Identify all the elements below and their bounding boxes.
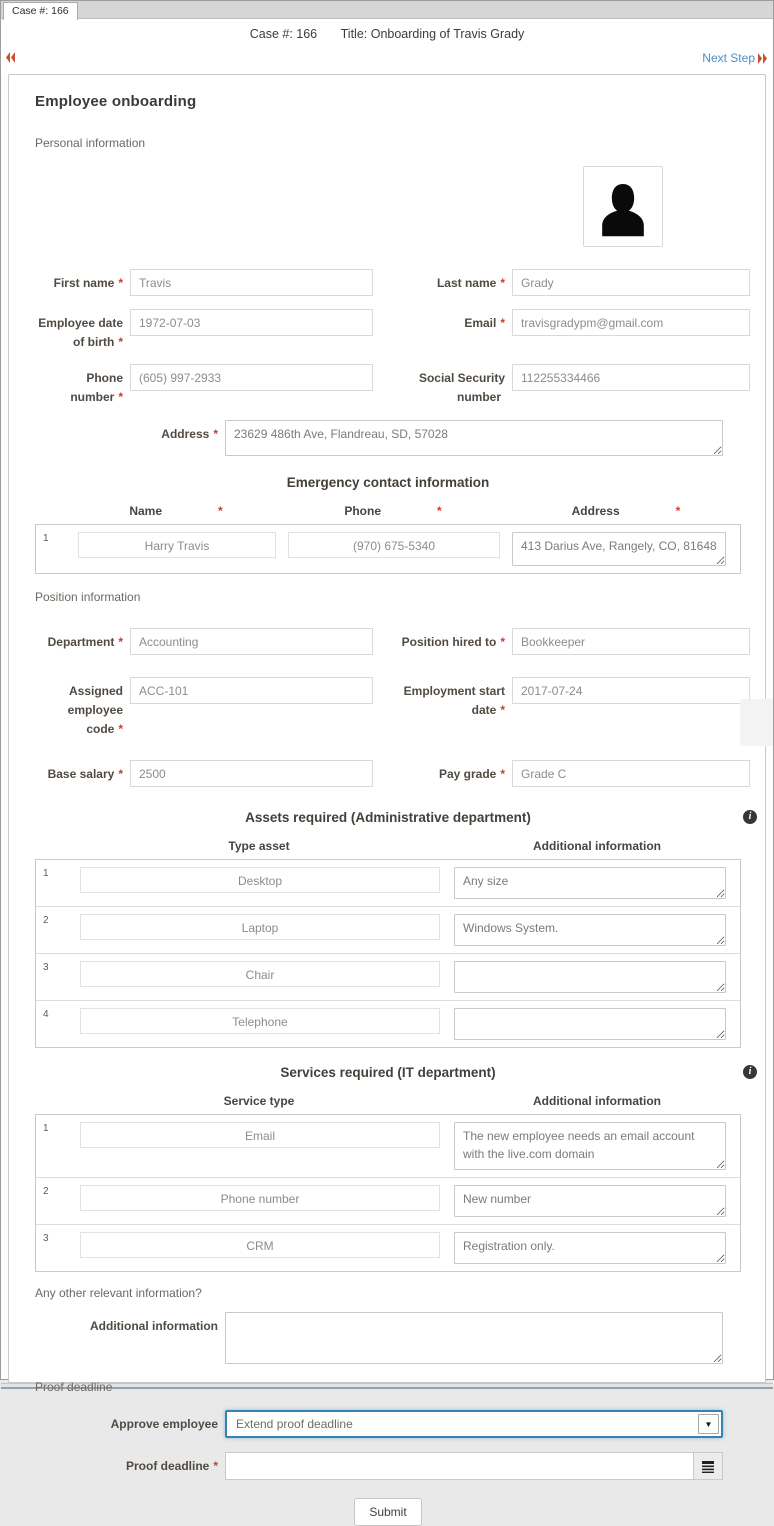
row-index: 2 xyxy=(43,1186,49,1198)
asset-row xyxy=(36,860,740,906)
service-info-textarea[interactable] xyxy=(454,1122,726,1170)
other-information-label: Any other relevant information? xyxy=(35,1286,202,1301)
next-step-label[interactable]: Next Step xyxy=(702,51,755,65)
ssn-input[interactable]: 112255334466 xyxy=(512,364,750,391)
assets-table xyxy=(35,859,741,1048)
emergency-phone-input[interactable]: (970) 675-5340 xyxy=(288,532,500,558)
assets-heading: Assets required (Administrative department) i xyxy=(35,809,741,827)
asset-row xyxy=(36,906,740,953)
date-of-birth-label: Employee date of birth * xyxy=(38,316,123,349)
services-table xyxy=(35,1114,741,1272)
personal-row-3 xyxy=(35,364,741,406)
last-name-label: Last name * xyxy=(436,276,505,290)
approve-employee-label: Approve employee xyxy=(110,1417,218,1432)
asset-type-input[interactable]: Desktop xyxy=(80,867,440,893)
service-row xyxy=(36,1177,740,1224)
position-hired-input[interactable]: Bookkeeper xyxy=(512,628,750,655)
address-textarea[interactable] xyxy=(225,420,723,456)
row-index: 4 xyxy=(43,1009,49,1021)
emergency-phone-header: Phone * xyxy=(344,504,442,519)
emergency-table xyxy=(35,524,741,574)
department-input[interactable]: Accounting xyxy=(130,628,373,655)
pay-grade-label: Pay grade * xyxy=(438,767,505,782)
page-header xyxy=(1,19,773,74)
services-table-header xyxy=(35,1094,741,1108)
proof-deadline-input[interactable] xyxy=(225,1452,693,1480)
assets-table-header xyxy=(35,839,741,853)
employee-onboarding-form xyxy=(8,74,766,1520)
row-index: 3 xyxy=(43,962,49,974)
asset-info-textarea[interactable] xyxy=(454,961,726,993)
calendar-icon[interactable] xyxy=(693,1452,723,1480)
personal-row-1 xyxy=(35,269,741,296)
date-of-birth-input[interactable]: 1972-07-03 xyxy=(130,309,373,336)
approve-employee-select[interactable] xyxy=(225,1410,723,1438)
position-hired-label: Position hired to * xyxy=(401,635,505,650)
additional-information-label: Additional information xyxy=(90,1319,218,1334)
row-index: 1 xyxy=(43,533,49,545)
service-info-textarea[interactable] xyxy=(454,1232,726,1264)
email-label: Email * xyxy=(464,316,505,330)
last-name-input[interactable]: Grady xyxy=(512,269,750,296)
proof-deadline-label: Proof deadline * xyxy=(125,1459,218,1474)
proof-deadline-row xyxy=(35,1452,741,1480)
type-asset-header: Type asset xyxy=(228,839,290,854)
submit-button[interactable]: Submit xyxy=(354,1498,421,1526)
services-heading: Services required (IT department) i xyxy=(35,1064,741,1082)
case-title-row xyxy=(1,19,773,41)
services-info-header: Additional information xyxy=(533,1094,661,1109)
proof-deadline-section-label: Proof deadline xyxy=(35,1380,113,1395)
position-row-3 xyxy=(35,760,741,787)
base-salary-input[interactable]: 2500 xyxy=(130,760,373,787)
row-index: 1 xyxy=(43,868,49,880)
emergency-table-header xyxy=(35,504,741,518)
address-row xyxy=(35,420,741,456)
approve-employee-row xyxy=(35,1410,741,1438)
emergency-contact-heading: Emergency contact information xyxy=(286,475,490,491)
asset-type-input[interactable]: Laptop xyxy=(80,914,440,940)
overlay-artifact xyxy=(740,699,773,746)
prev-step-icon[interactable] xyxy=(6,52,15,63)
emergency-name-input[interactable]: Harry Travis xyxy=(78,532,276,558)
first-name-label: First name * xyxy=(53,276,123,290)
start-date-label: Employment start date * xyxy=(403,684,505,717)
asset-row xyxy=(36,953,740,1000)
phone-number-input[interactable]: (605) 997-2933 xyxy=(130,364,373,391)
info-icon[interactable]: i xyxy=(743,810,757,824)
form-title: Employee onboarding xyxy=(35,93,197,110)
service-info-textarea[interactable] xyxy=(454,1185,726,1217)
service-type-input[interactable]: CRM xyxy=(80,1232,440,1258)
employee-code-label: Assigned employee code * xyxy=(67,684,123,736)
additional-information-row xyxy=(35,1312,741,1364)
asset-info-textarea[interactable] xyxy=(454,867,726,899)
service-type-input[interactable]: Email xyxy=(80,1122,440,1148)
base-salary-label: Base salary * xyxy=(47,767,123,782)
start-date-input[interactable]: 2017-07-24 xyxy=(512,677,750,704)
chevron-down-icon[interactable]: ▼ xyxy=(698,1414,719,1434)
asset-info-textarea[interactable] xyxy=(454,1008,726,1040)
additional-information-textarea[interactable] xyxy=(225,1312,723,1364)
asset-type-input[interactable]: Telephone xyxy=(80,1008,440,1034)
department-label: Department * xyxy=(47,635,123,650)
first-name-input[interactable]: Travis xyxy=(130,269,373,296)
case-title-label: Title: Onboarding of Travis Grady xyxy=(340,27,525,41)
ssn-label: Social Security number xyxy=(418,371,505,404)
avatar xyxy=(583,166,663,247)
employee-code-input[interactable]: ACC-101 xyxy=(130,677,373,704)
asset-info-textarea[interactable] xyxy=(454,914,726,946)
personal-row-2 xyxy=(35,309,741,351)
asset-row xyxy=(36,1000,740,1047)
approve-employee-value: Extend proof deadline xyxy=(236,1417,353,1432)
emergency-address-header: Address * xyxy=(571,504,681,519)
emergency-name-header: Name * xyxy=(129,504,223,519)
row-index: 3 xyxy=(43,1233,49,1245)
emergency-address-textarea[interactable] xyxy=(512,532,726,566)
submit-row xyxy=(35,1498,741,1526)
case-tab[interactable]: Case #: 166 xyxy=(3,2,78,20)
personal-information-label: Personal information xyxy=(35,136,146,150)
service-type-header: Service type xyxy=(223,1094,295,1109)
step-nav xyxy=(1,48,773,74)
service-type-input[interactable]: Phone number xyxy=(80,1185,440,1211)
assets-info-header: Additional information xyxy=(533,839,661,854)
phone-number-label: Phone number * xyxy=(70,371,123,404)
position-information-label: Position information xyxy=(35,590,141,605)
emergency-row xyxy=(36,525,740,573)
service-row xyxy=(36,1224,740,1271)
user-avatar-icon xyxy=(592,180,654,246)
next-step-icon xyxy=(758,53,767,64)
next-step-link[interactable] xyxy=(702,51,767,65)
position-row-1 xyxy=(35,628,741,655)
service-row xyxy=(36,1115,740,1177)
info-icon[interactable]: i xyxy=(743,1065,757,1079)
tab-strip xyxy=(1,1,773,19)
case-number-label: Case #: 166 xyxy=(249,27,318,41)
position-row-2 xyxy=(35,677,741,738)
email-input[interactable]: travisgradypm@gmail.com xyxy=(512,309,750,336)
asset-type-input[interactable]: Chair xyxy=(80,961,440,987)
row-index: 1 xyxy=(43,1123,49,1135)
avatar-row xyxy=(35,166,741,247)
pay-grade-input[interactable]: Grade C xyxy=(512,760,750,787)
address-label: Address * xyxy=(161,427,218,442)
row-index: 2 xyxy=(43,915,49,927)
